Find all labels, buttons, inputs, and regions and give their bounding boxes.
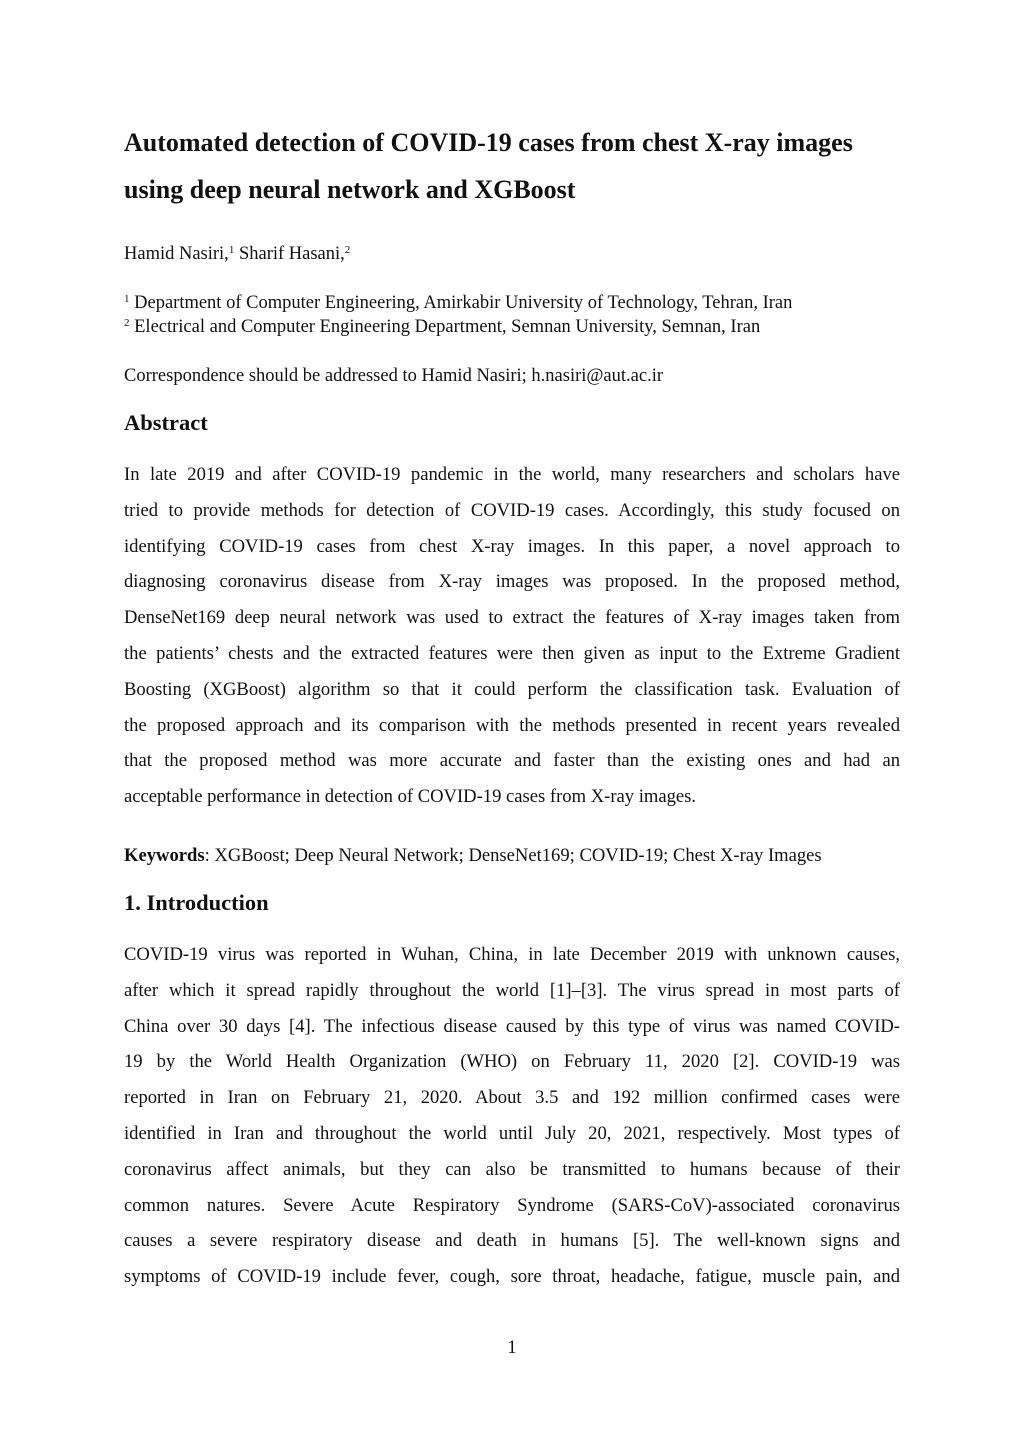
text-line: the patients’ chests and the extracted features were then given as input to the Extreme Gradient: [124, 642, 900, 664]
text-line: identified in Iran and throughout the world until July 20, 2021, respectively. Most types of: [124, 1122, 900, 1144]
text-line: after which it spread rapidly throughout the world [1]–[3]. The virus spread in most parts of: [124, 979, 900, 1001]
affiliations: [124, 291, 900, 339]
text-line: In late 2019 and after COVID-19 pandemic in the world, many researchers and scholars have: [124, 464, 900, 485]
text-line: China over 30 days [4]. The infectious disease caused by this type of virus was named COVID-: [124, 1015, 900, 1037]
text-line: symptoms of COVID-19 include fever, cough, sore throat, headache, fatigue, muscle pain, and: [124, 1266, 900, 1288]
text-line: identifying COVID-19 cases from chest X-ray images. In this paper, a novel approach to: [124, 535, 900, 557]
keywords: [124, 844, 900, 868]
author-sup: 1: [228, 244, 235, 256]
text-line: acceptable performance in detection of COVID-19 cases from X-ray images.: [124, 786, 697, 808]
text-line: 19 by the World Health Organization (WHO) on February 11, 2020 [2]. COVID-19 was: [124, 1051, 900, 1073]
author-sup: 2: [344, 244, 351, 256]
author-name: Sharif Hasani,: [238, 244, 345, 264]
text-line: the proposed approach and its comparison with the methods presented in recent years revealed: [124, 714, 900, 736]
text-line: Boosting (XGBoost) algorithm so that it could perform the classification task. Evaluation of: [124, 678, 900, 700]
text-line: coronavirus affect animals, but they can also be transmitted to humans because of their: [124, 1158, 900, 1180]
text-line: that the proposed method was more accurate and faster than the existing ones and had an: [124, 750, 900, 772]
text-line: COVID-19 virus was reported in Wuhan, China, in late December 2019 with unknown causes,: [124, 944, 900, 965]
correspondence: Correspondence should be addressed to Hamid Nasiri; h.nasiri@aut.ac.ir: [124, 366, 664, 386]
author-name: Hamid Nasiri,: [124, 244, 229, 264]
page-number: 1: [507, 1338, 517, 1358]
introduction-body: [124, 937, 900, 1295]
authors: [124, 242, 900, 266]
text-line: tried to provide methods for detection of COVID-19 cases. Accordingly, this study focused on: [124, 499, 900, 521]
text-line: causes a severe respiratory disease and death in humans [5]. The well-known signs and: [124, 1230, 900, 1252]
abstract-heading: Abstract: [124, 410, 208, 435]
abstract-body: [124, 457, 900, 815]
affiliation: $^2$ Electrical and Computer Engineering Department, Semnan University, Semnan, Iran: [124, 317, 761, 337]
text-line: reported in Iran on February 21, 2020. About 3.5 and 192 million confirmed cases were: [124, 1087, 900, 1109]
text-line: common natures. Severe Acute Respiratory Syndrome (SARS-CoV)-associated coronavirus: [124, 1194, 900, 1216]
paper-title: [124, 119, 900, 213]
title-line: using deep neural network and XGBoost: [124, 175, 576, 204]
text-line: diagnosing coronavirus disease from X-ray images was proposed. In the proposed method,: [124, 571, 900, 593]
keywords-text: : XGBoost; Deep Neural Network; DenseNet169; COVID-19; Chest X-ray Images: [204, 845, 822, 866]
keywords-label: Keywords: [124, 845, 205, 866]
affiliation: $^1$ Department of Computer Engineering, Amirkabir University of Technology, Tehran, Iran: [124, 293, 793, 313]
title-line: Automated detection of COVID-19 cases from chest X-ray images: [124, 128, 853, 157]
introduction-heading: 1. Introduction: [124, 890, 269, 915]
text-line: DenseNet169 deep neural network was used to extract the features of X-ray images taken from: [124, 607, 900, 629]
